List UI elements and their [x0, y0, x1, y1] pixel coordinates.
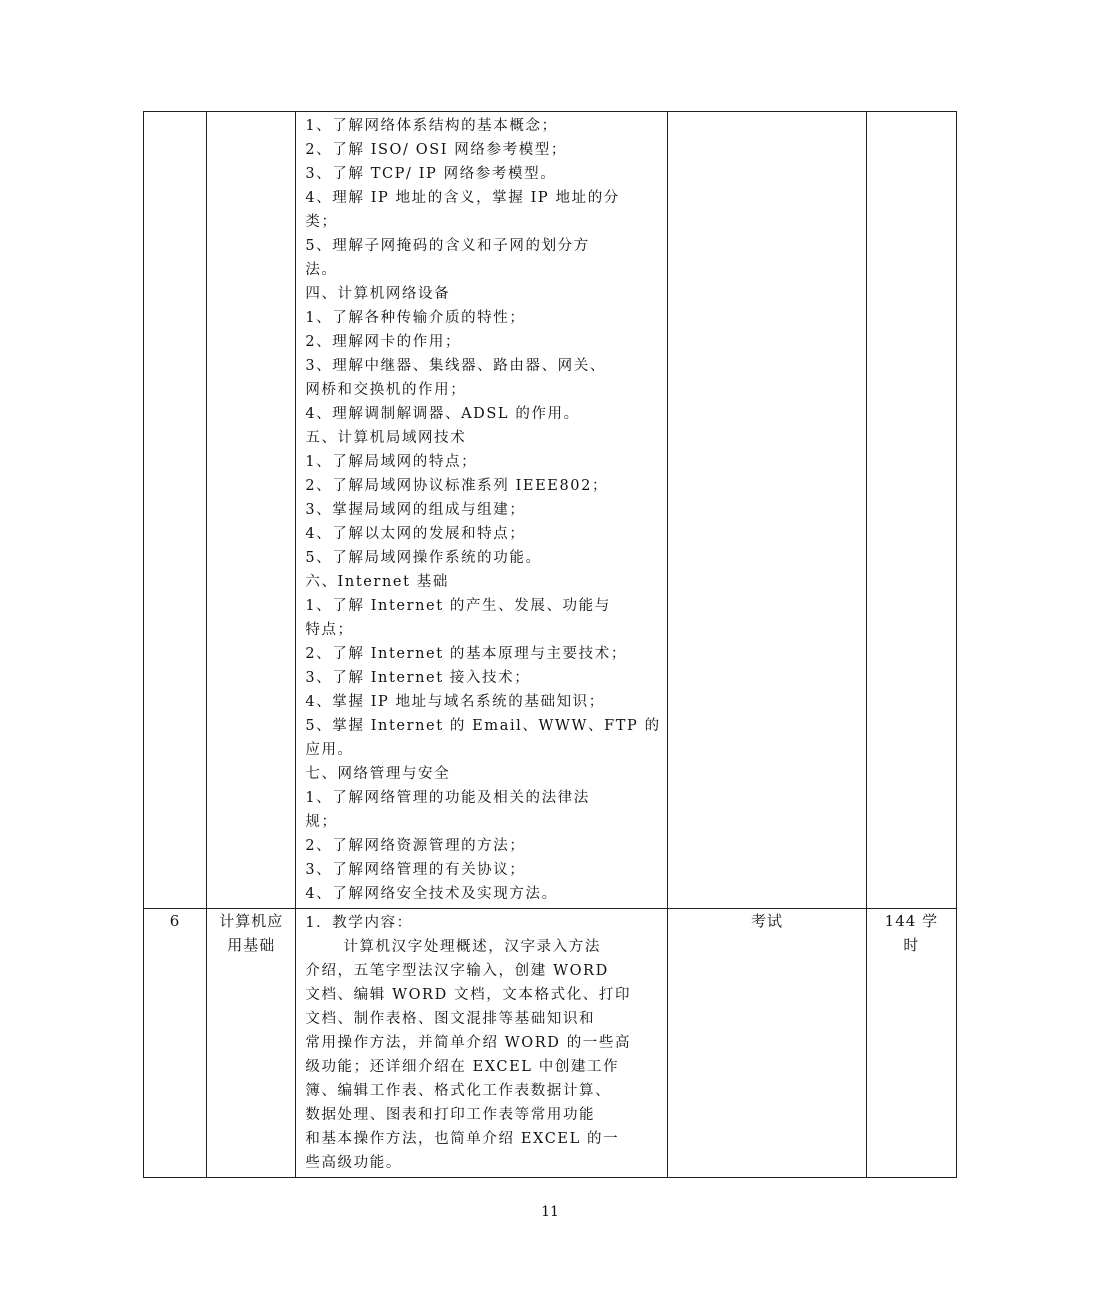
content-line: 4、掌握 IP 地址与域名系统的基础知识； [305, 694, 605, 710]
course-number: 6 [169, 912, 181, 930]
content-line: 1、了解网络体系结构的基本概念； [305, 118, 558, 134]
content-cell [296, 909, 668, 1178]
content-line: 级功能；还详细介绍在 EXCEL 中创建工作 [305, 1059, 620, 1075]
content-line: 计算机汉字处理概述，汉字录入方法 [343, 939, 601, 955]
content-line: 常用操作方法，并简单介绍 WORD 的一些高 [305, 1035, 632, 1051]
content-line: 法。 [305, 262, 338, 278]
hours-cell [866, 112, 956, 909]
content-line: 七、网络管理与安全 [305, 766, 451, 782]
content-line: 规； [305, 814, 338, 830]
content-line: 3、了解 TCP/ IP 网络参考模型。 [305, 166, 557, 182]
content-line: 1、了解 Internet 的产生、发展、功能与 [305, 598, 611, 614]
number-cell [144, 909, 207, 1178]
content-line: 文档、编辑 WORD 文档，文本格式化、打印 [305, 987, 632, 1003]
assessment-method: 考试 [751, 912, 784, 930]
course-table [143, 111, 957, 1178]
content-heading: 1．教学内容： [305, 915, 413, 931]
assessment-cell [668, 909, 866, 1178]
table-row [144, 112, 957, 909]
content-line: 和基本操作方法，也简单介绍 EXCEL 的一 [305, 1131, 620, 1147]
content-line: 2、理解网卡的作用； [305, 334, 462, 350]
content-line: 文档、制作表格、图文混排等基础知识和 [305, 1011, 596, 1027]
hours-cell [866, 909, 956, 1178]
content-line: 4、了解网络安全技术及实现方法。 [305, 886, 558, 902]
content-line: 3、理解中继器、集线器、路由器、网关、 [305, 358, 606, 374]
content-line: 应用。 [305, 742, 354, 758]
content-line: 4、理解调制解调器、ADSL 的作用。 [305, 406, 580, 422]
content-line: 数据处理、图表和打印工作表等常用功能 [305, 1107, 596, 1123]
content-line: 2、了解 Internet 的基本原理与主要技术； [305, 646, 627, 662]
content-line: 网桥和交换机的作用； [305, 382, 467, 398]
table-row [144, 909, 957, 1178]
course-hours: 144 学时 [884, 912, 939, 954]
content-line: 5、理解子网掩码的含义和子网的划分方 [305, 238, 590, 254]
course-subject: 计算机应用基础 [219, 912, 284, 954]
subject-cell [207, 909, 296, 1178]
content-line: 3、了解网络管理的有关协议； [305, 862, 526, 878]
content-line: 介绍，五笔字型法汉字输入，创建 WORD [305, 963, 609, 979]
number-cell [144, 112, 207, 909]
content-line: 2、了解局域网协议标准系列 IEEE802； [305, 478, 609, 494]
content-line: 1、了解网络管理的功能及相关的法律法 [305, 790, 590, 806]
content-line: 2、了解 ISO/ OSI 网络参考模型； [305, 142, 567, 158]
content-line: 5、掌握 Internet 的 Email、WWW、FTP 的 [305, 718, 661, 734]
content-line: 4、了解以太网的发展和特点； [305, 526, 526, 542]
content-cell [296, 112, 668, 909]
content-line: 5、了解局域网操作系统的功能。 [305, 550, 542, 566]
content-line: 2、了解网络资源管理的方法； [305, 838, 526, 854]
page-number: 11 [541, 1204, 559, 1220]
content-line: 簿、编辑工作表、格式化工作表数据计算、 [305, 1083, 612, 1099]
content-line: 五、计算机局域网技术 [305, 430, 467, 446]
content-lines [296, 112, 667, 908]
subject-cell [207, 112, 296, 909]
content-line: 特点； [305, 622, 354, 638]
content-lines [296, 909, 667, 1177]
assessment-cell [668, 112, 866, 909]
content-line: 1、了解各种传输介质的特性； [305, 310, 526, 326]
content-line: 四、计算机网络设备 [305, 286, 451, 302]
content-line: 3、了解 Internet 接入技术； [305, 670, 531, 686]
content-line: 类； [305, 214, 338, 230]
content-line: 1、了解局域网的特点； [305, 454, 478, 470]
content-line: 些高级功能。 [305, 1155, 402, 1171]
content-line: 六、Internet 基础 [305, 574, 449, 590]
content-line: 3、掌握局域网的组成与组建； [305, 502, 526, 518]
content-line: 4、理解 IP 地址的含义，掌握 IP 地址的分 [305, 190, 620, 206]
